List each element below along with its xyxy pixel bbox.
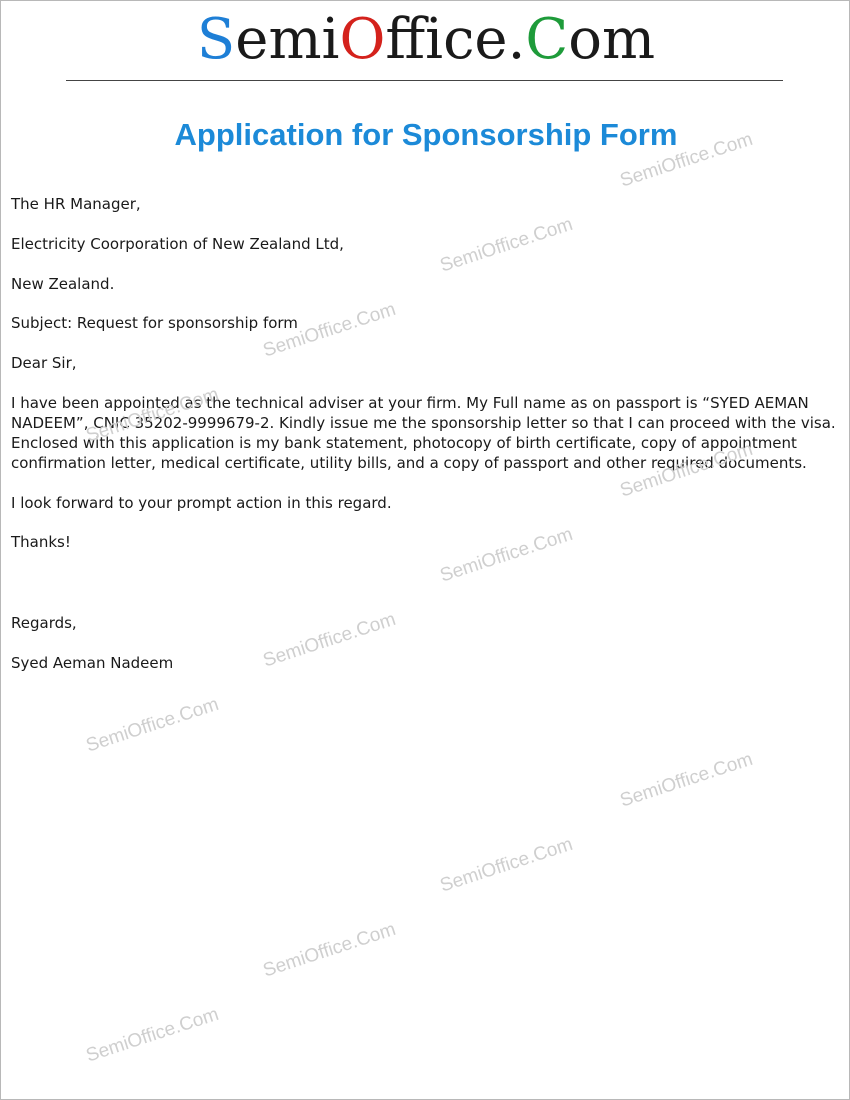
watermark: SemiOffice.Com xyxy=(617,128,756,192)
watermark: SemiOffice.Com xyxy=(617,438,756,502)
watermark: SemiOffice.Com xyxy=(437,523,576,587)
country-line: New Zealand. xyxy=(11,275,115,293)
watermark: SemiOffice.Com xyxy=(260,298,399,362)
watermark: SemiOffice.Com xyxy=(437,833,576,897)
salutation: Dear Sir, xyxy=(11,354,77,372)
body-line: I have been appointed as the technical adviser at your firm. My Full name as on passport is “SYED AEMAN xyxy=(11,394,809,412)
subject-line: Subject: Request for sponsorship form xyxy=(11,314,298,332)
body-line: NADEEM”, CNIC 35202-9999679-2. Kindly issue me the sponsorship letter so that I can proceed with the visa. xyxy=(11,414,836,432)
watermark: SemiOffice.Com xyxy=(617,748,756,812)
header-divider xyxy=(66,80,783,81)
watermark: SemiOffice.Com xyxy=(260,918,399,982)
site-logo: SemiOffice.Com xyxy=(196,7,656,72)
body-paragraph xyxy=(11,393,836,473)
recipient-line: The HR Manager, xyxy=(11,195,141,213)
watermark: SemiOffice.Com xyxy=(83,693,222,757)
watermark: SemiOffice.Com xyxy=(260,608,399,672)
thanks-line: Thanks! xyxy=(11,533,71,551)
company-line: Electricity Coorporation of New Zealand Ltd, xyxy=(11,235,344,253)
body-line: confirmation letter, medical certificate, utility bills, and a copy of passport and other required documents. xyxy=(11,454,807,472)
watermark: SemiOffice.Com xyxy=(83,383,222,447)
closing-line: I look forward to your prompt action in this regard. xyxy=(11,494,392,512)
page-title: Application for Sponsorship Form xyxy=(174,117,678,152)
body-line: Enclosed with this application is my bank statement, photocopy of birth certificate, copy of appointment xyxy=(11,434,797,452)
watermark: SemiOffice.Com xyxy=(83,1003,222,1067)
watermark: SemiOffice.Com xyxy=(437,213,576,277)
signature-name: Syed Aeman Nadeem xyxy=(11,654,174,672)
regards-line: Regards, xyxy=(11,614,77,632)
